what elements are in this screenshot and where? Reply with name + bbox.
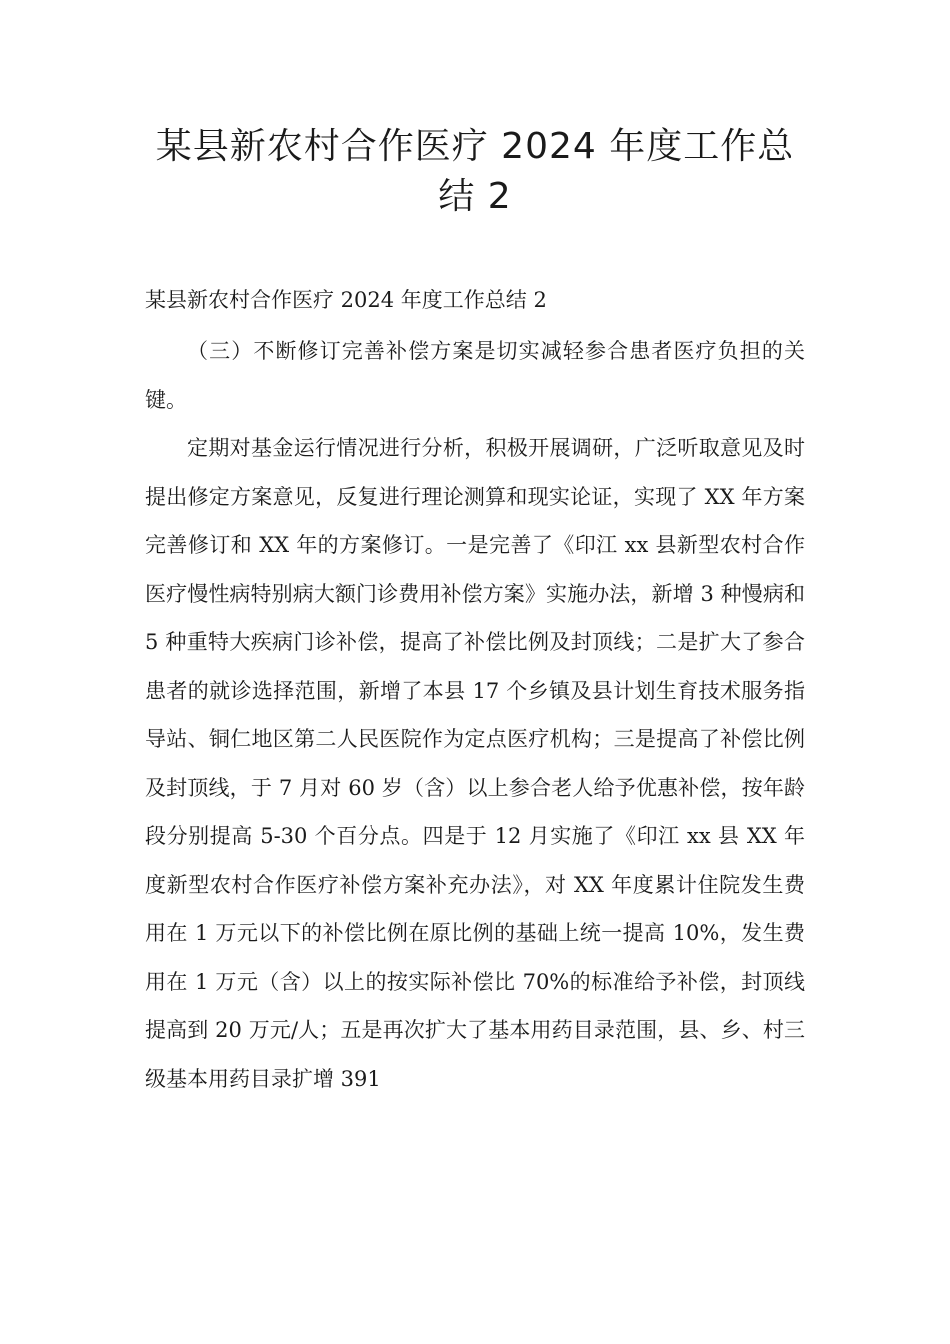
document-title-line-2: 结 2: [438, 176, 512, 217]
document-body: [145, 327, 805, 1103]
body-paragraph-1: （三）不断修订完善补偿方案是切实减轻参合患者医疗负担的关键。: [145, 339, 805, 412]
body-paragraph-2: 定期对基金运行情况进行分析，积极开展调研，广泛听取意见及时提出修定方案意见，反复进行理论测算和现实论证，实现了 XX 年方案完善修订和 XX 年的方案修订。一是完善了《印江 xx 县新型农村合作医疗慢性病特别病大额门诊费用补偿方案》实施办法，新增 3 种慢病和 5 种重特大疾病门诊补偿，提高了补偿比例及封顶线；二是扩大了参合患者的就诊选择范围，新增了本县 17 个乡镇及县计划生育技术服务指导站、铜仁地区第二人民医院作为定点医疗机构；三是提高了补偿比例及封顶线，于 7 月对 60 岁（含）以上参合老人给予优惠补偿，按年龄段分别提高 5-30 个百分点。四是于 12 月实施了《印江 xx 县 XX 年度新型农村合作医疗补偿方案补充办法》，对 XX 年度累计住院发生费用在 1 万元以下的补偿比例在原比例的基础上统一提高 10%，发生费用在 1 万元（含）以上的按实际补偿比 70%的标准给予补偿，封顶线提高到 20 万元/人；五是再次扩大了基本用药目录范围，县、乡、村三级基本用药目录扩增 391: [145, 436, 805, 1091]
document-title-line-1: 某县新农村合作医疗 2024 年度工作总: [155, 126, 795, 167]
document-subtitle: 某县新农村合作医疗 2024 年度工作总结 2: [145, 288, 547, 312]
document-title: [145, 122, 805, 222]
